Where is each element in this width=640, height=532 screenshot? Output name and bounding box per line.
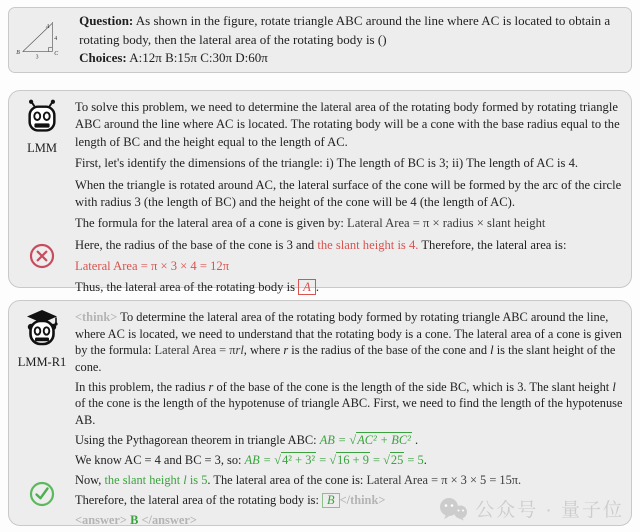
therefore-lead: Therefore, the lateral area is:	[418, 237, 567, 252]
result-five: = 5	[404, 452, 424, 467]
sqrt-sign: √	[349, 432, 357, 447]
equals-sign: =	[369, 452, 384, 467]
sqrt-expression	[274, 452, 316, 467]
choices-line	[79, 49, 621, 68]
var-r: r	[208, 379, 214, 394]
var-l: l	[612, 379, 616, 394]
var-l: l	[183, 472, 187, 487]
lmm-r1-rail	[15, 309, 69, 519]
lmm-final-answer: A	[298, 279, 316, 295]
formula-where: , where	[243, 343, 284, 357]
r1-paragraph-3	[75, 432, 623, 449]
question-body: As shown in the figure, rotate triangle ABC around the line where AC is located to obtain a rotating body, then the lateral area of the rotating body is ()	[79, 12, 611, 47]
sqrt-sign: √	[274, 452, 282, 467]
conclusion-lead: Thus, the lateral area of the rotating body is	[75, 280, 299, 295]
lateral-area-lead: . The lateral area of the cone is:	[207, 472, 367, 487]
cone-formula: Lateral Area = π × radius × slant height	[347, 216, 546, 231]
answer-letter: B	[130, 512, 139, 527]
lmm-r1-response-card	[8, 300, 632, 526]
sqrt-expression	[329, 452, 370, 467]
correct-slant-height: the slant height	[104, 472, 184, 487]
sqrt-expression	[349, 432, 411, 447]
lmm-label: LMM	[27, 141, 57, 155]
radius-value: of the base of the cone is the length of the side BC, which is 3. The slant height	[213, 379, 613, 394]
robot-icon	[23, 99, 61, 141]
lmm-paragraph-7	[75, 279, 623, 296]
now-lead: Now,	[75, 472, 105, 487]
vertex-a-label: A	[45, 23, 50, 30]
conclusion-lead: Therefore, the lateral area of the rotating body is:	[75, 492, 323, 507]
r1-paragraph-2	[75, 379, 623, 429]
answer-value	[127, 513, 141, 527]
ab-equals: AB =	[319, 432, 350, 447]
correct-answer-icon	[29, 481, 55, 507]
sentence-end: .	[423, 452, 427, 467]
values-lead: We know AC = 4 and BC = 3, so:	[75, 452, 245, 467]
radius-lead: In this problem, the radius	[75, 379, 209, 394]
l-definition: is the slant height of the cone.	[75, 343, 616, 374]
pythagoras-lead: Using the Pythagorean theorem in triangle ABC:	[75, 432, 320, 447]
question-card	[8, 7, 632, 73]
wrong-computation: Lateral Area = π × 3 × 4 = 12π	[75, 259, 230, 273]
r1-paragraph-1	[75, 309, 623, 375]
sqrt-sign: √	[329, 452, 337, 467]
r1-final-answer: B	[322, 493, 340, 509]
question-text-block	[79, 12, 621, 69]
var-r: r	[283, 343, 289, 357]
lmm-paragraph-6	[75, 258, 623, 275]
radicand: 4² + 3²	[282, 452, 316, 467]
question-label: Question:	[79, 12, 134, 28]
lmm-paragraph-3: When the triangle is rotated around AC, the lateral surface of the cone will be formed by the arc of the circle with radius 3 (the length of BC) and the height of the cone will be 4 (the length of AC).	[75, 177, 622, 209]
r1-paragraph-5	[75, 472, 623, 489]
answer-open-tag: <answer>	[75, 512, 127, 527]
sentence-end: .	[411, 432, 419, 447]
sqrt-expression	[383, 452, 404, 467]
conclusion-period: .	[315, 280, 319, 295]
ab-equals: AB =	[244, 452, 275, 467]
lmm-r1-response-text	[75, 309, 623, 527]
question-line	[79, 12, 621, 50]
graduate-robot-icon	[22, 309, 62, 355]
lmm-r1-label: LMM-R1	[17, 355, 67, 369]
watermark-text: 公众号 · 量子位	[475, 500, 624, 521]
cone-formula-vars: rl	[235, 343, 244, 357]
think-close-tag: </think>	[339, 492, 386, 507]
choices-body: A:12π B:15π C:30π D:60π	[126, 50, 268, 66]
lmm-paragraph-1: To solve this problem, we need to determine the lateral area of the rotating body formed by rotating triangle ABC around the line where AC is located. The rotating body will be a cone with the base radius equal to the length of BC and the height equal to the length of AC.	[75, 100, 620, 149]
sqrt-sign: √	[383, 452, 390, 467]
think-open-tag: <think>	[75, 310, 118, 324]
wrong-slant-height: the slant height is 4.	[317, 237, 419, 252]
slant-definition: of the cone is the length of the hypotenuse of triangle ABC. First, we need to find the length of the hypotenuse AB.	[75, 396, 623, 427]
radicand: AC² + BC²	[357, 432, 411, 447]
watermark	[438, 495, 624, 522]
choices-label: Choices:	[79, 50, 127, 66]
vertex-b-label: B	[16, 50, 20, 57]
r1-paragraph-4	[75, 452, 623, 469]
r-definition: is the radius of the base of the cone and	[288, 343, 491, 357]
lmm-paragraph-5	[75, 237, 623, 254]
side-ac-length: 4	[54, 36, 58, 42]
equals-sign: =	[316, 452, 330, 467]
lmm-response-text	[75, 99, 623, 295]
radicand: 25	[390, 452, 404, 467]
correct-slant-value: is 5	[186, 472, 208, 487]
radicand: 16 + 9	[337, 452, 369, 467]
formula-lead: The formula for the lateral area of a cone is given by:	[75, 216, 348, 231]
lmm-response-card	[8, 90, 632, 295]
triangle-figure	[15, 10, 69, 70]
side-bc-length: 3	[35, 54, 39, 61]
radius-statement: Here, the radius of the base of the cone is 3 and	[75, 237, 318, 252]
answer-close-tag: </answer>	[141, 512, 197, 527]
think-intro: To determine the lateral area of the rotating body formed by rotating triangle ABC around the line, where AC is located, we need to understand that the rotating body is a cone. The lateral area of a cone is given by the formula:	[75, 310, 622, 357]
correct-computation: Lateral Area = π × 3 × 5 = 15π.	[366, 472, 522, 487]
var-l: l	[490, 343, 494, 357]
lmm-paragraph-2: First, let's identify the dimensions of the triangle: i) The length of BC is 3; ii) The length of AC is 4.	[75, 156, 579, 171]
wrong-answer-icon	[29, 243, 55, 269]
vertex-c-label: C	[54, 50, 59, 57]
lmm-paragraph-4	[75, 215, 623, 232]
cone-formula-lead: Lateral Area = π	[154, 343, 236, 357]
lmm-rail	[15, 99, 69, 281]
wechat-icon	[438, 497, 468, 521]
